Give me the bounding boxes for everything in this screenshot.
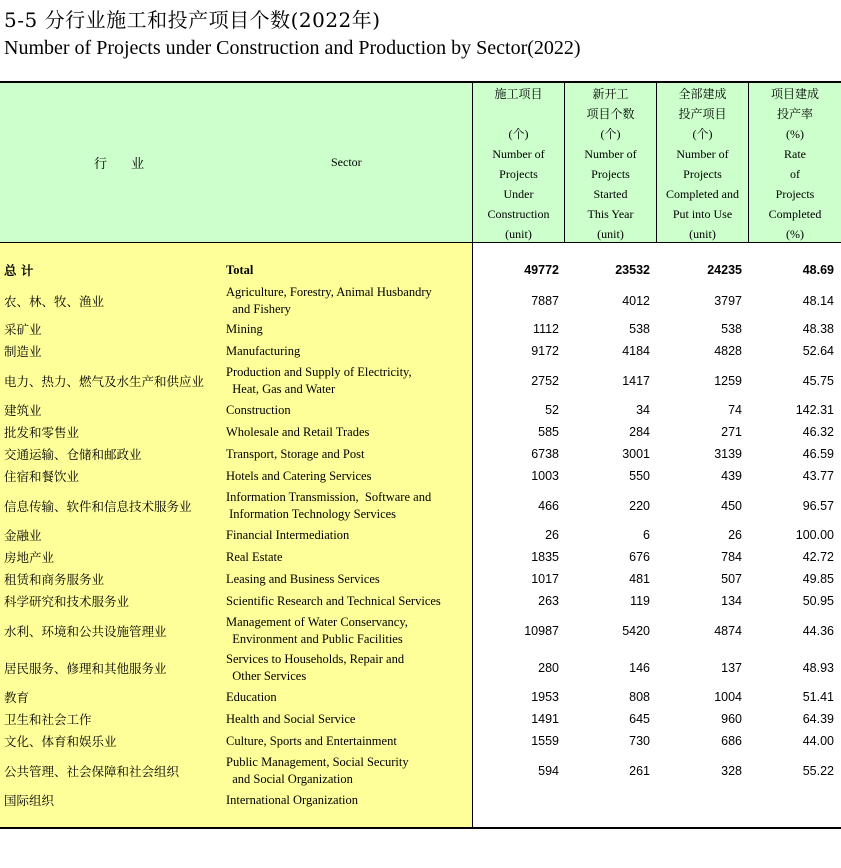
sector-en-cell: Management of Water Conservancy, Environment and Public Facilities [226,614,408,646]
projects-started-cell: 23532 [615,263,650,277]
projects-started-cell: 538 [629,322,650,336]
projects-completed-cell [656,789,742,811]
industry-cn-cell: 房地产业 [4,550,55,565]
header-line: 投产项目 [678,107,727,121]
top-rule [0,81,841,83]
projects-under-construction-cell: 7887 [531,293,559,308]
header-line: (%) [786,227,804,241]
sector-en-cell: Transport, Storage and Post [226,446,365,461]
sector-en-cell: Construction [226,402,291,417]
projects-started-cell: 1417 [622,373,650,388]
sector-en-cell: Health and Social Service [226,711,356,726]
header-line: (个) [508,127,529,141]
sector-en-cell: Leasing and Business Services [226,571,380,586]
projects-under-construction-cell [473,789,559,811]
projects-started-cell: 119 [630,594,650,608]
projects-started-cell [565,789,650,811]
sector-en-cell: Information Transmission, Software and Information Technology Services [226,489,432,521]
projects-completed-cell: 686 [721,734,742,748]
table-row [0,649,841,686]
completion-rate-cell: 55.22 [802,763,834,778]
completion-rate-cell: 49.85 [802,572,834,586]
projects-started-cell: 261 [629,763,650,778]
projects-started-cell: 808 [629,690,650,704]
completion-rate-cell: 100.00 [795,528,834,542]
projects-started-cell: 34 [636,403,650,417]
projects-under-construction-cell: 26 [545,528,559,542]
projects-completed-cell: 24235 [707,263,742,277]
projects-under-construction-cell: 1491 [531,712,559,726]
projects-started-cell: 4184 [622,344,650,358]
sector-en-cell: Production and Supply of Electricity, Heat, Gas and Water [226,364,412,396]
projects-under-construction-cell: 594 [538,763,559,778]
header-col-completed [657,84,748,242]
header-line: (个) [692,127,713,141]
industry-cn-cell: 租赁和商务服务业 [4,572,105,587]
table-row [0,421,841,443]
header-line: 全部建成 [678,87,727,101]
projects-completed-cell: 4828 [714,344,742,358]
projects-under-construction-cell: 466 [538,498,559,513]
projects-under-construction-cell: 585 [538,425,559,439]
projects-completed-cell: 507 [721,572,742,586]
table-row [0,752,841,789]
sector-en-cell: Education [226,689,277,704]
industry-cn-cell: 批发和零售业 [4,425,80,440]
industry-cn-cell: 金融业 [4,528,42,543]
projects-completed-cell: 784 [721,550,742,564]
projects-completed-cell: 1004 [714,690,742,704]
projects-under-construction-cell: 6738 [531,447,559,461]
industry-cn-cell: 公共管理、社会保障和社会组织 [4,763,180,779]
projects-completed-cell: 450 [721,498,742,513]
projects-started-cell: 6 [643,528,650,542]
projects-completed-cell: 271 [721,425,742,439]
completion-rate-cell [748,789,834,811]
industry-cn-cell: 农、林、牧、渔业 [4,293,105,309]
header-line: Projects [499,167,538,181]
table-row [0,443,841,465]
table-row [0,590,841,612]
completion-rate-cell: 48.93 [802,660,834,675]
projects-under-construction-cell: 263 [538,594,559,608]
projects-under-construction-cell: 1017 [531,572,559,586]
completion-rate-cell: 50.95 [802,594,834,608]
industry-cn-cell: 国际组织 [4,793,55,808]
projects-completed-cell: 74 [728,403,742,417]
table-row [0,362,841,399]
projects-completed-cell: 134 [721,594,742,608]
table-row [0,259,841,281]
completion-rate-cell: 43.77 [802,469,834,483]
table-row [0,612,841,649]
sector-en-cell: Agriculture, Forestry, Animal Husbandry and Fishery [226,284,432,316]
completion-rate-cell: 52.64 [802,344,834,358]
completion-rate-cell: 142.31 [795,403,834,417]
projects-started-cell: 220 [629,498,650,513]
header-line: Number of [676,147,729,161]
header-col-rate [749,84,841,242]
table-row [0,399,841,421]
bottom-rule [0,827,841,829]
sector-en-cell: Hotels and Catering Services [226,468,372,483]
table-row [0,524,841,546]
projects-under-construction-cell: 1003 [531,469,559,483]
header-line: 新开工 [592,87,629,101]
sector-en-cell: Wholesale and Retail Trades [226,424,370,439]
projects-started-cell: 645 [629,712,650,726]
header-line: Projects [591,167,630,181]
projects-started-cell: 284 [629,425,650,439]
header-line: (个) [600,127,621,141]
table-row [0,546,841,568]
projects-under-construction-cell: 1835 [531,550,559,564]
projects-started-cell: 676 [629,550,650,564]
completion-rate-cell: 48.14 [802,293,834,308]
projects-under-construction-cell: 1953 [531,690,559,704]
completion-rate-cell: 44.36 [802,623,834,638]
projects-completed-cell: 439 [721,469,742,483]
sector-en-cell: Mining [226,321,263,336]
completion-rate-cell: 46.32 [802,425,834,439]
sector-en-cell: International Organization [226,792,359,807]
completion-rate-cell: 48.38 [802,322,834,336]
header-line: 施工项目 [494,87,543,101]
completion-rate-cell: 45.75 [802,373,834,388]
table-row [0,465,841,487]
industry-cn-cell: 居民服务、修理和其他服务业 [4,660,167,676]
header-line: Projects [775,187,815,201]
industry-cn-cell: 制造业 [4,344,42,359]
industry-cn-cell: 科学研究和技术服务业 [4,594,130,609]
industry-cn-cell: 电力、热力、燃气及水生产和供应业 [4,373,205,389]
header-line: Put into Use [672,207,733,221]
projects-under-construction-cell: 1559 [531,734,559,748]
completion-rate-cell: 48.69 [802,263,834,277]
projects-completed-cell: 4874 [714,623,742,638]
header-line: This Year [587,207,634,221]
industry-cn-cell: 交通运输、仓储和邮政业 [4,447,142,462]
table-title-cn: 5-5 分行业施工和投产项目个数(2022年) [4,8,381,32]
sector-en-cell: Total [226,262,254,277]
projects-completed-cell: 3797 [714,293,742,308]
industry-cn-cell: 采矿业 [4,322,42,337]
completion-rate-cell: 51.41 [802,690,834,704]
sector-en-cell: Real Estate [226,549,283,564]
header-line: 投产率 [776,107,813,121]
header-line: of [790,167,800,181]
header-line: 项目建成 [770,87,819,101]
header-line: Projects [683,167,722,181]
sector-en-cell: Financial Intermediation [226,527,350,542]
table-row [0,708,841,730]
projects-under-construction-cell: 2752 [531,373,559,388]
projects-under-construction-cell: 10987 [524,623,559,638]
projects-completed-cell: 328 [721,763,742,778]
industry-cn-cell: 文化、体育和娱乐业 [4,734,117,749]
header-line: Rate [784,147,806,161]
header-line: Number of [492,147,545,161]
header-sector-en: Sector [331,155,362,169]
header-line: Construction [487,207,550,221]
completion-rate-cell: 42.72 [802,550,834,564]
projects-started-cell: 550 [629,469,650,483]
header-line: Number of [584,147,637,161]
table-row [0,487,841,524]
table-title-en: Number of Projects under Construction and Production by Sector(2022) [4,37,581,59]
header-col-under-construction [473,84,564,242]
projects-completed-cell: 3139 [714,447,742,461]
header-line: Started [593,187,628,201]
header-col-started [565,84,656,242]
sector-en-cell: Services to Households, Repair and Other Services [226,651,405,683]
header-line: (unit) [597,227,624,241]
projects-started-cell: 3001 [622,447,650,461]
completion-rate-cell: 46.59 [802,447,834,461]
header-line: 项目个数 [586,107,635,121]
table-row [0,789,841,811]
industry-cn-cell: 住宿和餐饮业 [4,469,80,484]
industry-cn-cell: 卫生和社会工作 [4,712,92,727]
projects-started-cell: 481 [629,572,650,586]
projects-under-construction-cell: 1112 [533,322,559,336]
table-row [0,686,841,708]
projects-started-cell: 730 [629,734,650,748]
projects-under-construction-cell: 49772 [524,263,559,277]
projects-under-construction-cell: 9172 [531,344,559,358]
projects-completed-cell: 26 [728,528,742,542]
industry-cn-cell: 信息传输、软件和信息技术服务业 [4,498,192,514]
industry-cn-cell: 总 计 [4,263,34,278]
completion-rate-cell: 64.39 [802,712,834,726]
table-row [0,730,841,752]
industry-cn-cell: 水利、环境和公共设施管理业 [4,623,167,639]
header-line: (%) [786,127,804,141]
projects-completed-cell: 1259 [714,373,742,388]
projects-under-construction-cell: 52 [545,403,559,417]
completion-rate-cell: 96.57 [802,498,834,513]
sector-en-cell: Public Management, Social Security and Social Organization [226,754,409,786]
projects-completed-cell: 538 [721,322,742,336]
sector-en-cell: Manufacturing [226,343,301,358]
projects-started-cell: 146 [629,660,650,675]
header-line: (unit) [689,227,716,241]
header-line: Completed [768,207,822,221]
completion-rate-cell: 44.00 [802,734,834,748]
industry-cn-cell: 建筑业 [4,403,42,418]
projects-completed-cell: 137 [721,660,742,675]
industry-cn-cell: 教育 [4,690,30,705]
projects-started-cell: 4012 [622,293,650,308]
header-line [473,104,564,124]
projects-under-construction-cell: 280 [538,660,559,675]
table-row [0,568,841,590]
header-industry-cn: 行 业 [94,157,155,172]
header-line: (unit) [505,227,532,241]
sector-en-cell: Culture, Sports and Entertainment [226,733,397,748]
projects-started-cell: 5420 [622,623,650,638]
table-row [0,318,841,340]
table-row [0,340,841,362]
projects-completed-cell: 960 [721,712,742,726]
header-line: Completed and [666,187,739,201]
header-line: Under [503,187,534,201]
sector-en-cell: Scientific Research and Technical Services [226,593,441,608]
table-row [0,283,841,318]
